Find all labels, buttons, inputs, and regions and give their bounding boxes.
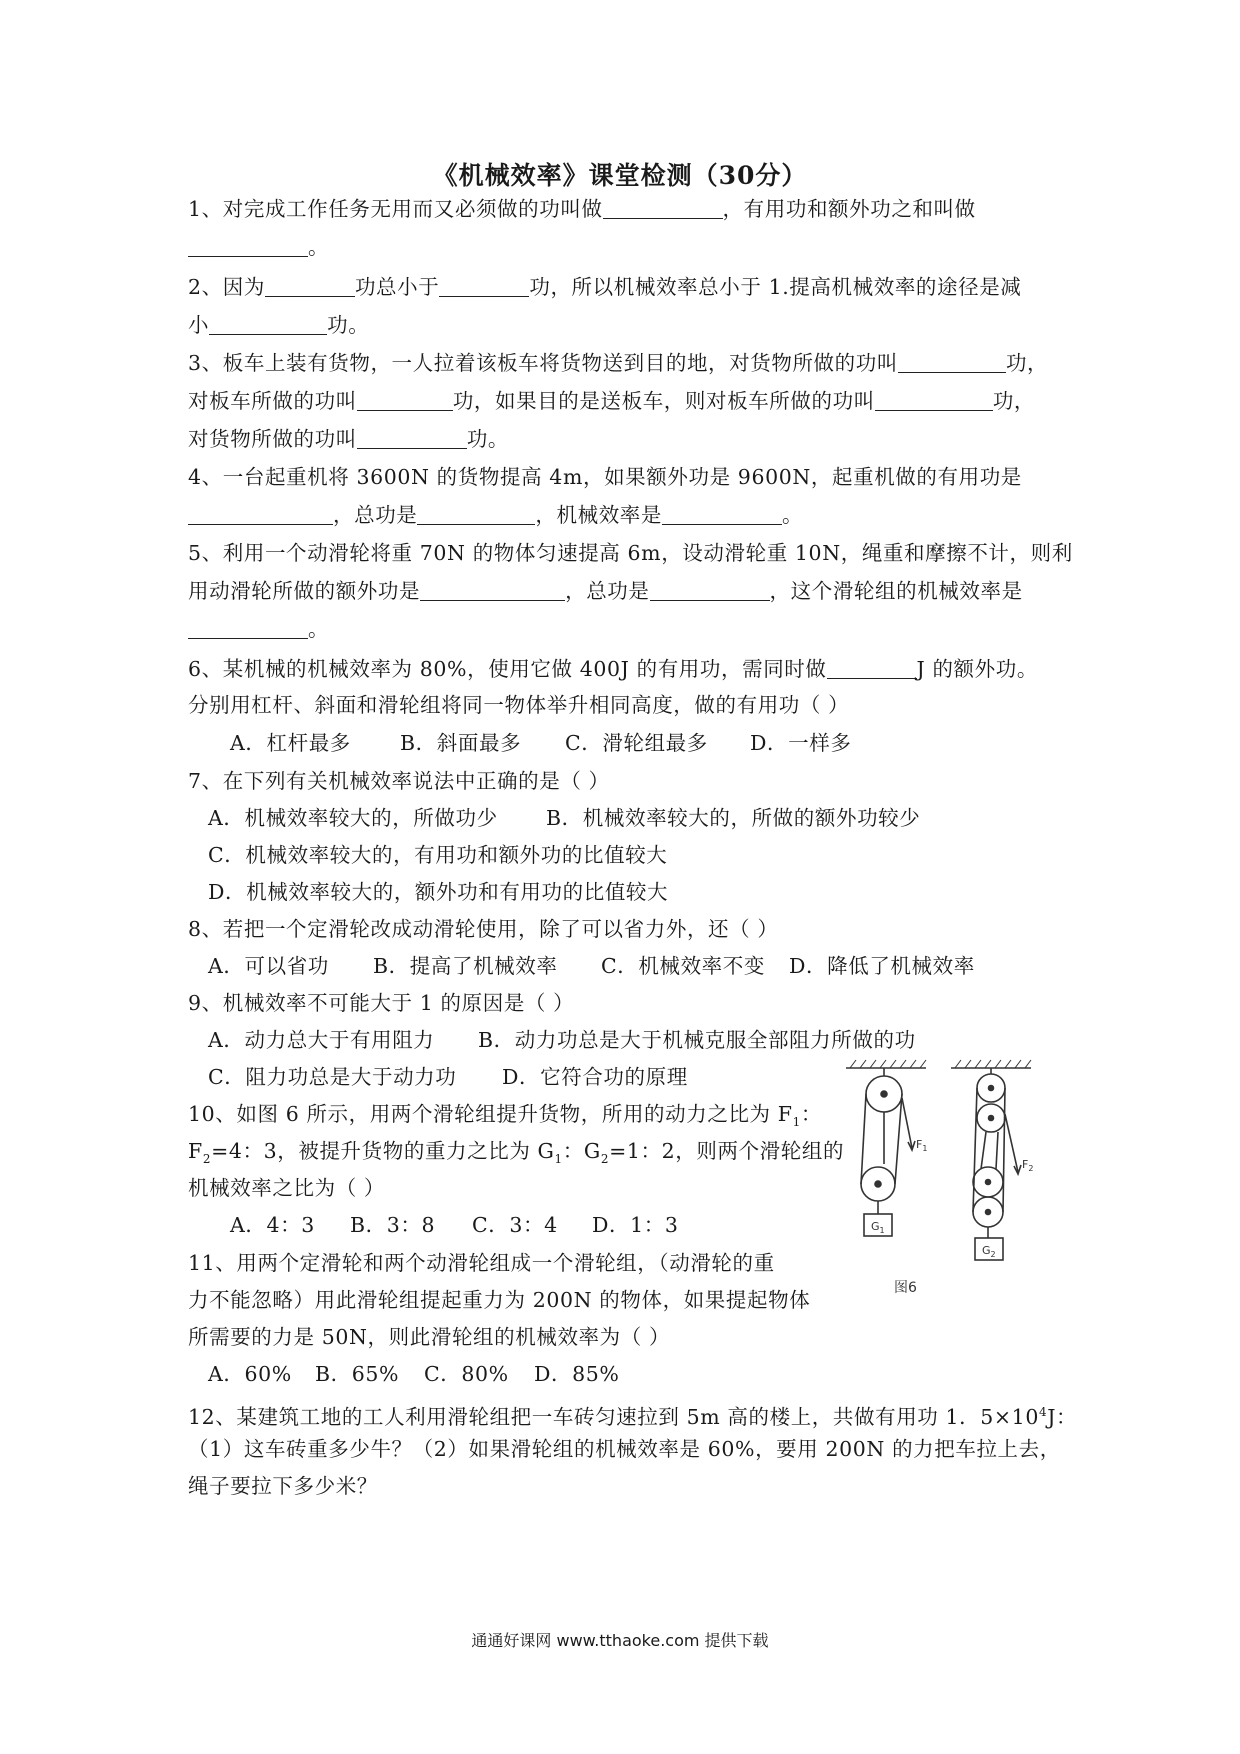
question-9-stem: 9、机械效率不可能大于 1 的原因是（ ）	[188, 991, 575, 1015]
question-9-options-row-1	[208, 1027, 916, 1053]
option-a[interactable]: A．4：3	[230, 1213, 315, 1237]
answer-blank[interactable]	[603, 198, 723, 219]
option-d[interactable]: D．降低了机械效率	[789, 954, 975, 978]
option-d[interactable]: D．一样多	[750, 731, 852, 755]
answer-blank[interactable]	[209, 314, 327, 335]
option-c[interactable]: C．机械效率较大的，有用功和额外功的比值较大	[208, 843, 668, 867]
rope	[1003, 1088, 1005, 1212]
option-a[interactable]: A．60%	[208, 1362, 292, 1386]
question-10-line-2: $F_2=4$：3，被提升货物的重力之比为 $G_1$：$G_2=1$：2，则两个滑轮组的	[188, 1139, 845, 1167]
figure-caption: 图6	[894, 1280, 917, 1296]
answer-blank[interactable]	[188, 236, 308, 257]
question-10-options	[230, 1212, 679, 1238]
option-b[interactable]: B．3：8	[350, 1213, 436, 1237]
pull-rope-f1	[902, 1098, 912, 1148]
question-11-line-1: 11、用两个定滑轮和两个动滑轮组成一个滑轮组，（动滑轮的重	[188, 1251, 775, 1275]
question-7-options-row-1	[208, 805, 920, 831]
question-12-line-3: 绳子要拉下多少米？	[188, 1474, 378, 1498]
question-2-line-2: 小 功。	[188, 313, 370, 337]
answer-blank[interactable]	[898, 352, 1006, 373]
answer-blank[interactable]	[265, 276, 355, 297]
option-c[interactable]: C．机械效率不变	[601, 954, 765, 978]
label-g1: $G_1$	[871, 1220, 885, 1235]
option-a[interactable]: A．机械效率较大的，所做功少	[208, 806, 498, 830]
answer-blank[interactable]	[420, 580, 565, 601]
rope	[981, 1132, 986, 1169]
question-5-line-1: 5、利用一个动滑轮将重 70N 的物体匀速提高 6m，设动滑轮重 10N，绳重和摩擦不计，则利	[188, 541, 1073, 565]
answer-blank[interactable]	[827, 658, 917, 679]
rope	[996, 1132, 998, 1169]
option-d[interactable]: D．85%	[534, 1362, 620, 1386]
question-3-line-3: 对货物所做的功叫 功。	[188, 427, 510, 451]
question-12-line-2: （1）这车砖重多少牛？（2）如果滑轮组的机械效率是 60%，要用 200N 的力把车拉上去，	[188, 1437, 1061, 1461]
question-10-line-3: 机械效率之比为（ ）	[188, 1176, 386, 1200]
question-4-line-2: ，总功是 ，机械效率是 。	[188, 502, 803, 528]
pull-rope-f2	[1005, 1114, 1018, 1172]
page-title: 《机械效率》课堂检测（30分）	[432, 161, 808, 190]
rope	[861, 1094, 866, 1184]
question-6-line-2: 分别用杠杆、斜面和滑轮组将同一物体举升相同高度，做的有用功（ ）	[188, 693, 850, 717]
ceiling-hatch-left	[850, 1060, 926, 1068]
answer-blank[interactable]	[662, 504, 782, 525]
question-12-line-1: 12、某建筑工地的工人利用滑轮组把一车砖匀速拉到 5m 高的楼上，共做有用功 1．$5\times 10^4J$：	[188, 1404, 1078, 1429]
answer-blank[interactable]	[357, 428, 467, 449]
answer-blank[interactable]	[439, 276, 529, 297]
option-d[interactable]: D．机械效率较大的，额外功和有用功的比值较大	[208, 880, 669, 904]
question-8-stem: 8、若把一个定滑轮改成动滑轮使用，除了可以省力外，还（ ）	[188, 917, 779, 941]
option-b[interactable]: B．提高了机械效率	[373, 954, 558, 978]
option-a[interactable]: A．动力总大于有用阻力	[208, 1028, 435, 1052]
question-5-line-3: 。	[188, 616, 329, 642]
answer-blank[interactable]	[357, 390, 453, 411]
question-3-line-2: 对板车所做的功叫 功，如果目的是送板车，则对板车所做的功叫 功，	[188, 389, 1036, 413]
option-c[interactable]: C．3：4	[472, 1213, 558, 1237]
label-f2: $F_2$	[1022, 1158, 1034, 1173]
option-b[interactable]: B．机械效率较大的，所做的额外功较少	[546, 806, 921, 830]
option-a[interactable]: A．可以省功	[208, 954, 329, 978]
rope	[973, 1088, 977, 1212]
answer-blank[interactable]	[650, 580, 770, 601]
ceiling-hatch-right	[955, 1060, 1031, 1068]
question-9-options-row-2	[208, 1064, 688, 1090]
question-11-line-2: 力不能忽略）用此滑轮组提起重力为 200N 的物体，如果提起物体	[188, 1288, 811, 1312]
answer-blank[interactable]	[188, 504, 333, 525]
question-11-options	[208, 1361, 620, 1387]
option-b[interactable]: B．动力功总是大于机械克服全部阻力所做的功	[478, 1028, 916, 1052]
question-1-line-1: 1、对完成工作任务无用而又必须做的功叫做 ，有用功和额外功之和叫做	[188, 197, 976, 221]
question-5-line-2: 用动滑轮所做的额外功是 ，总功是 ，这个滑轮组的机械效率是	[188, 579, 1023, 603]
question-10-line-1: 10、如图 6 所示，用两个滑轮组提升货物，所用的动力之比为 $F_1$：	[188, 1102, 822, 1130]
option-c[interactable]: C．滑轮组最多	[565, 731, 708, 755]
label-g2: $G_2$	[982, 1244, 996, 1259]
question-3-line-1: 3、板车上装有货物，一人拉着该板车将货物送到目的地，对货物所做的功叫 功，	[188, 351, 1049, 375]
option-a[interactable]: A．杠杆最多	[230, 731, 351, 755]
question-1-line-2: 。	[188, 234, 329, 260]
question-2-line-1: 2、因为 功总小于 功，所以机械效率总小于 1.提高机械效率的途径是减	[188, 275, 1022, 299]
option-c[interactable]: C．80%	[424, 1362, 509, 1386]
pulley-figure	[826, 1054, 1056, 1324]
footer: 通通好课网 www.tthaoke.com 提供下载	[471, 1631, 769, 1650]
question-8-options	[208, 953, 975, 979]
option-d[interactable]: D．它符合功的原理	[502, 1065, 688, 1089]
answer-blank[interactable]	[417, 504, 535, 525]
question-4-line-1: 4、一台起重机将 3600N 的货物提高 4m，如果额外功是 9600N，起重机做的有用功是	[188, 465, 1022, 489]
option-d[interactable]: D．1：3	[592, 1213, 679, 1237]
option-c[interactable]: C．阻力功总是大于动力功	[208, 1065, 457, 1089]
question-6-line-1: 6、某机械的机械效率为 80%，使用它做 400J 的有用功，需同时做 J 的额外功。	[188, 657, 1038, 681]
answer-blank[interactable]	[875, 390, 993, 411]
question-11-line-3: 所需要的力是 50N，则此滑轮组的机械效率为（ ）	[188, 1325, 671, 1349]
question-6-options	[230, 730, 851, 756]
option-b[interactable]: B．斜面最多	[400, 731, 522, 755]
question-7-stem: 7、在下列有关机械效率说法中正确的是（ ）	[188, 769, 610, 793]
label-f1: $F_1$	[916, 1138, 928, 1153]
option-b[interactable]: B．65%	[315, 1362, 400, 1386]
answer-blank[interactable]	[188, 618, 308, 639]
